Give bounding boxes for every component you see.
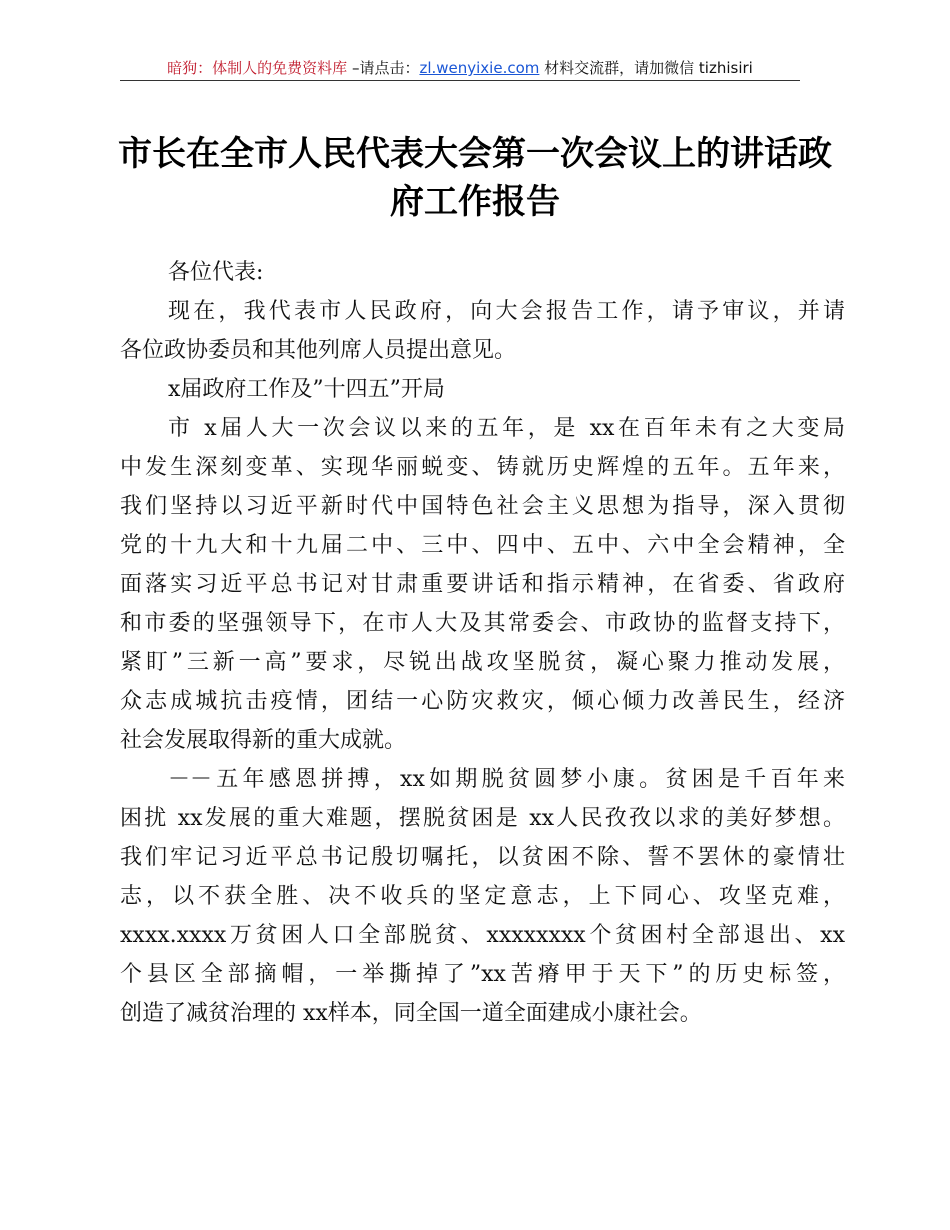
title-line-1: 市长在全市人民代表大会第一次会议上的讲话政 — [118, 134, 832, 174]
document-body — [120, 253, 845, 1033]
body-line: 各位政协委员和其他列席人员提出意见。 — [120, 338, 517, 363]
header-divider — [120, 80, 800, 81]
section-heading: x届政府工作及”十四五”开局 — [168, 377, 445, 402]
body-line: 个县区全部摘帽，一举撕掉了”xx苦瘠甲于天下”的历史标签， — [120, 962, 845, 987]
body-line: xxxx.xxxx万贫困人口全部脱贫、xxxxxxxx个贫困村全部退出、xx — [120, 923, 845, 948]
promo-link[interactable]: zl.wenyixie.com — [419, 59, 540, 77]
body-line: －－五年感恩拼搏，xx如期脱贫圆梦小康。贫困是千百年来 — [168, 767, 845, 792]
body-line: 创造了减贫治理的 xx样本，同全国一道全面建成小康社会。 — [120, 1001, 702, 1026]
salutation: 各位代表: — [168, 260, 264, 285]
document-title — [100, 130, 850, 226]
body-line: 和市委的坚强领导下，在市人大及其常委会、市政协的监督支持下， — [120, 611, 845, 636]
body-line: 社会发展取得新的重大成就。 — [120, 728, 407, 753]
body-line: 众志成城抗击疫情，团结一心防灾救灾，倾心倾力改善民生，经济 — [120, 689, 845, 714]
promo-contact-text: 材料交流群，请加微信 tizhisiri — [539, 59, 753, 77]
title-line-2: 府工作报告 — [390, 182, 560, 222]
body-line: 紧盯”三新一高”要求，尽锐出战攻坚脱贫，凝心聚力推动发展， — [120, 650, 845, 675]
body-line: 党的十九大和十九届二中、三中、四中、五中、六中全会精神，全 — [120, 533, 845, 558]
body-line: 中发生深刻变革、实现华丽蜕变、铸就历史辉煌的五年。五年来， — [120, 455, 845, 480]
promo-text: 暗狗：体制人的免费资料库 — [167, 59, 348, 77]
body-line: 我们坚持以习近平新时代中国特色社会主义思想为指导，深入贯彻 — [120, 494, 845, 519]
body-line: 现在，我代表市人民政府，向大会报告工作，请予审议，并请 — [168, 299, 845, 324]
body-line: 市 x届人大一次会议以来的五年，是 xx在百年未有之大变局 — [168, 416, 845, 441]
body-line: 我们牢记习近平总书记殷切嘱托，以贫困不除、誓不罢休的豪情壮 — [120, 845, 845, 870]
watermark-header — [120, 56, 800, 80]
body-line: 面落实习近平总书记对甘肃重要讲话和指示精神，在省委、省政府 — [120, 572, 845, 597]
promo-click-text: –请点击： — [347, 59, 420, 77]
body-line: 志，以不获全胜、决不收兵的坚定意志，上下同心、攻坚克难， — [120, 884, 845, 909]
body-line: 困扰 xx发展的重大难题，摆脱贫困是 xx人民孜孜以求的美好梦想。 — [120, 806, 845, 831]
